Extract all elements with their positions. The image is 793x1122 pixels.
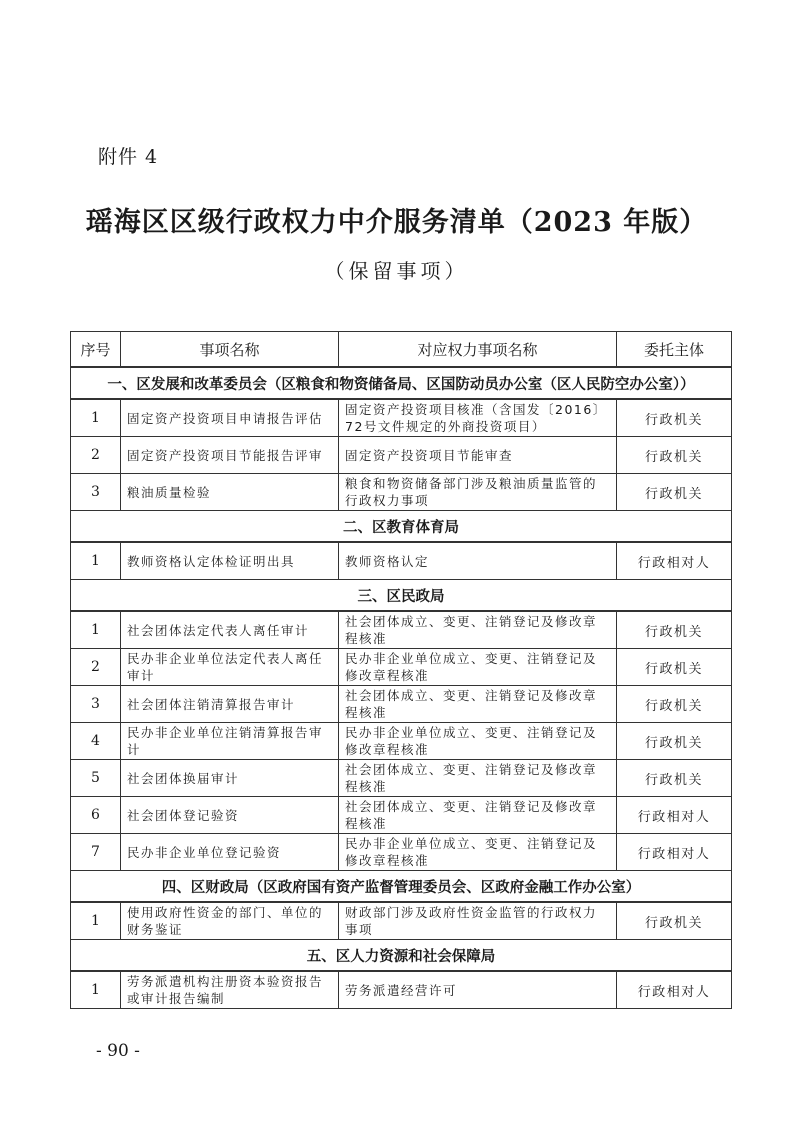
power-item-name: 粮食和物资储备部门涉及粮油质量监管的行政权力事项 <box>339 474 617 511</box>
table-row <box>71 611 732 649</box>
entrusting-party: 行政机关 <box>617 399 732 437</box>
table-row <box>71 760 732 797</box>
power-item-name: 固定资产投资项目核准（含国发〔2016〕72号文件规定的外商投资项目） <box>339 399 617 437</box>
power-item-name: 民办非企业单位成立、变更、注销登记及修改章程核准 <box>339 723 617 760</box>
section-row <box>71 940 732 972</box>
power-item-name: 教师资格认定 <box>339 542 617 580</box>
entrusting-party: 行政机关 <box>617 649 732 686</box>
item-name: 固定资产投资项目申请报告评估 <box>121 399 339 437</box>
header-item: 事项名称 <box>121 332 339 368</box>
item-name: 社会团体注销清算报告审计 <box>121 686 339 723</box>
entrusting-party: 行政相对人 <box>617 797 732 834</box>
row-number: 1 <box>71 542 121 580</box>
entrusting-party: 行政相对人 <box>617 834 732 871</box>
table-body <box>71 367 732 1009</box>
table-row <box>71 542 732 580</box>
section-title: 一、区发展和改革委员会（区粮食和物资储备局、区国防动员办公室（区人民防空办公室）） <box>71 367 732 399</box>
entrusting-party: 行政机关 <box>617 474 732 511</box>
section-row <box>71 367 732 399</box>
entrusting-party: 行政机关 <box>617 760 732 797</box>
row-number: 1 <box>71 902 121 940</box>
service-list-table <box>70 331 732 1009</box>
entrusting-party: 行政机关 <box>617 902 732 940</box>
entrusting-party: 行政机关 <box>617 686 732 723</box>
row-number: 1 <box>71 399 121 437</box>
row-number: 3 <box>71 686 121 723</box>
header-no: 序号 <box>71 332 121 368</box>
table-row <box>71 797 732 834</box>
table-row <box>71 686 732 723</box>
section-row <box>71 871 732 903</box>
item-name: 粮油质量检验 <box>121 474 339 511</box>
table-row <box>71 902 732 940</box>
row-number: 5 <box>71 760 121 797</box>
item-name: 社会团体换届审计 <box>121 760 339 797</box>
row-number: 6 <box>71 797 121 834</box>
row-number: 7 <box>71 834 121 871</box>
table-header-row <box>71 332 732 368</box>
power-item-name: 社会团体成立、变更、注销登记及修改章程核准 <box>339 797 617 834</box>
row-number: 3 <box>71 474 121 511</box>
entrusting-party: 行政机关 <box>617 437 732 474</box>
table-row <box>71 437 732 474</box>
row-number: 2 <box>71 649 121 686</box>
table-row <box>71 649 732 686</box>
item-name: 使用政府性资金的部门、单位的财务鉴证 <box>121 902 339 940</box>
entrusting-party: 行政相对人 <box>617 542 732 580</box>
section-title: 五、区人力资源和社会保障局 <box>71 940 732 972</box>
table-row <box>71 474 732 511</box>
page-number: - 90 - <box>96 1041 140 1061</box>
section-title: 二、区教育体育局 <box>71 511 732 543</box>
item-name: 劳务派遣机构注册资本验资报告或审计报告编制 <box>121 971 339 1009</box>
item-name: 教师资格认定体检证明出具 <box>121 542 339 580</box>
item-name: 社会团体登记验资 <box>121 797 339 834</box>
power-item-name: 财政部门涉及政府性资金监管的行政权力事项 <box>339 902 617 940</box>
power-item-name: 民办非企业单位成立、变更、注销登记及修改章程核准 <box>339 834 617 871</box>
header-entrust: 委托主体 <box>617 332 732 368</box>
entrusting-party: 行政相对人 <box>617 971 732 1009</box>
power-item-name: 社会团体成立、变更、注销登记及修改章程核准 <box>339 686 617 723</box>
item-name: 民办非企业单位注销清算报告审计 <box>121 723 339 760</box>
table-row <box>71 399 732 437</box>
power-item-name: 社会团体成立、变更、注销登记及修改章程核准 <box>339 760 617 797</box>
document-title: 瑶海区区级行政权力中介服务清单（2023 年版） <box>85 207 708 238</box>
entrusting-party: 行政机关 <box>617 611 732 649</box>
row-number: 1 <box>71 971 121 1009</box>
section-row <box>71 580 732 612</box>
power-item-name: 社会团体成立、变更、注销登记及修改章程核准 <box>339 611 617 649</box>
entrusting-party: 行政机关 <box>617 723 732 760</box>
power-item-name: 固定资产投资项目节能审查 <box>339 437 617 474</box>
item-name: 民办非企业单位登记验资 <box>121 834 339 871</box>
item-name: 固定资产投资项目节能报告评审 <box>121 437 339 474</box>
row-number: 2 <box>71 437 121 474</box>
attachment-label: 附件 4 <box>98 146 159 168</box>
power-item-name: 劳务派遣经营许可 <box>339 971 617 1009</box>
table-row <box>71 971 732 1009</box>
section-row <box>71 511 732 543</box>
header-power: 对应权力事项名称 <box>339 332 617 368</box>
power-item-name: 民办非企业单位成立、变更、注销登记及修改章程核准 <box>339 649 617 686</box>
section-title: 四、区财政局（区政府国有资产监督管理委员会、区政府金融工作办公室） <box>71 871 732 903</box>
section-title: 三、区民政局 <box>71 580 732 612</box>
document-subtitle: （保留事项） <box>324 259 469 283</box>
table-row <box>71 723 732 760</box>
row-number: 1 <box>71 611 121 649</box>
item-name: 民办非企业单位法定代表人离任审计 <box>121 649 339 686</box>
row-number: 4 <box>71 723 121 760</box>
table-row <box>71 834 732 871</box>
item-name: 社会团体法定代表人离任审计 <box>121 611 339 649</box>
